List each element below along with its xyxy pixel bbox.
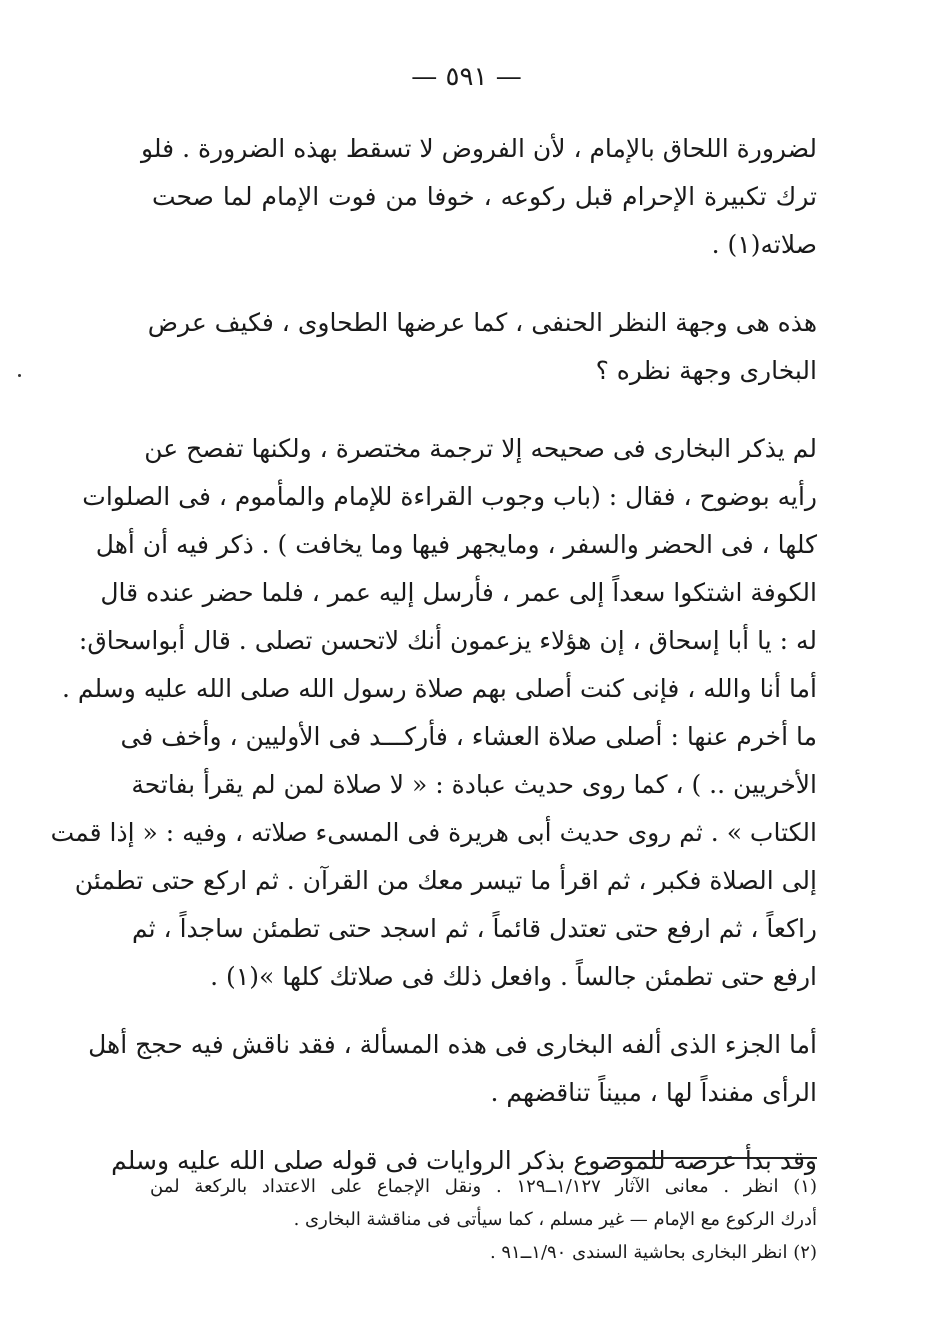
footnote-divider <box>607 1157 817 1159</box>
text-line: راكعاً ، ثم ارفع حتى تعتدل قائماً ، ثم اسجد حتى تطمئن ساجداً ، ثم <box>132 914 817 943</box>
text-line: وقد بدأ عرضه للموضوع بذكر الروايات فى قوله صلى الله عليه وسلم <box>111 1146 817 1175</box>
text-line: البخارى وجهة نظره ؟ <box>595 356 817 385</box>
footnotes <box>150 1170 817 1269</box>
paragraph-3 <box>50 425 817 1001</box>
text-line: ترك تكبيرة الإحرام قبل ركوعه ، خوفا من فوت الإمام لما صحت <box>152 182 817 211</box>
paragraph-2 <box>147 299 817 395</box>
footnote-line: (٢) انظر البخارى بحاشية السندى ١/٩٠ــ٩١ . <box>489 1242 817 1263</box>
text-line: له : يا أبا إسحاق ، إن هؤلاء يزعمون أنك لاتحسن تصلى . قال أبواسحاق: <box>78 626 817 655</box>
text-line: لضرورة اللحاق بالإمام ، لأن الفروض لا تسقط بهذه الضرورة . فلو <box>140 134 817 163</box>
text-line: الكتاب » . ثم روى حديث أبى هريرة فى المسىء صلاته ، وفيه : « إذا قمت <box>50 818 817 847</box>
footnote-line: (١) انظر . معانى الآثار ١/١٢٧ــ١٢٩ . ونقل الإجماع على الاعتداد بالركعة لمن <box>150 1176 817 1197</box>
main-text <box>50 125 817 1185</box>
text-line: الرأى مفنداً لها ، مبيناً تناقضهم . <box>490 1078 817 1107</box>
paragraph-4 <box>88 1021 817 1117</box>
text-line: صلاته(١) . <box>711 230 817 259</box>
text-line: ما أخرم عنها : أصلى صلاة العشاء ، فأركـــد فى الأوليين ، وأخف فى <box>120 722 817 751</box>
text-line: لم يذكر البخارى فى صحيحه إلا ترجمة مختصرة ، ولكنها تفصح عن <box>144 434 817 463</box>
page-number: — ٥٩١ — <box>411 62 522 92</box>
footnote-line: أدرك الركوع مع الإمام — غير مسلم ، كما سيأتى فى مناقشة البخارى . <box>293 1209 817 1230</box>
text-line: ارفع حتى تطمئن جالساً . وافعل ذلك فى صلاتك كلها »(١) . <box>210 962 817 991</box>
text-line: الأخريين .. ) ، كما روى حديث عبادة : « لا صلاة لمن لم يقرأ بفاتحة <box>131 770 817 799</box>
text-line: أما الجزء الذى ألفه البخارى فى هذه المسألة ، فقد ناقش فيه حجج أهل <box>88 1030 817 1059</box>
text-line: كلها ، فى الحضر والسفر ، ومايجهر فيها وما يخافت ) . ذكر فيه أن أهل <box>95 530 817 559</box>
text-line: هذه هى وجهة النظر الحنفى ، كما عرضها الطحاوى ، فكيف عرض <box>147 308 817 337</box>
text-line: الكوفة اشتكوا سعداً إلى عمر ، فأرسل إليه عمر ، فلما حضر عنده قال <box>100 578 817 607</box>
text-line: إلى الصلاة فكبر ، ثم اقرأ ما تيسر معك من القرآن . ثم اركع حتى تطمئن <box>74 866 817 895</box>
paragraph-1 <box>140 125 817 269</box>
text-line: رأيه بوضوح ، فقال : (باب وجوب القراءة للإمام والمأموم ، فى الصلوات <box>82 482 817 511</box>
scan-speck <box>18 374 21 377</box>
text-line: أما أنا والله ، فإنى كنت أصلى بهم صلاة رسول الله صلى الله عليه وسلم . <box>61 674 817 703</box>
